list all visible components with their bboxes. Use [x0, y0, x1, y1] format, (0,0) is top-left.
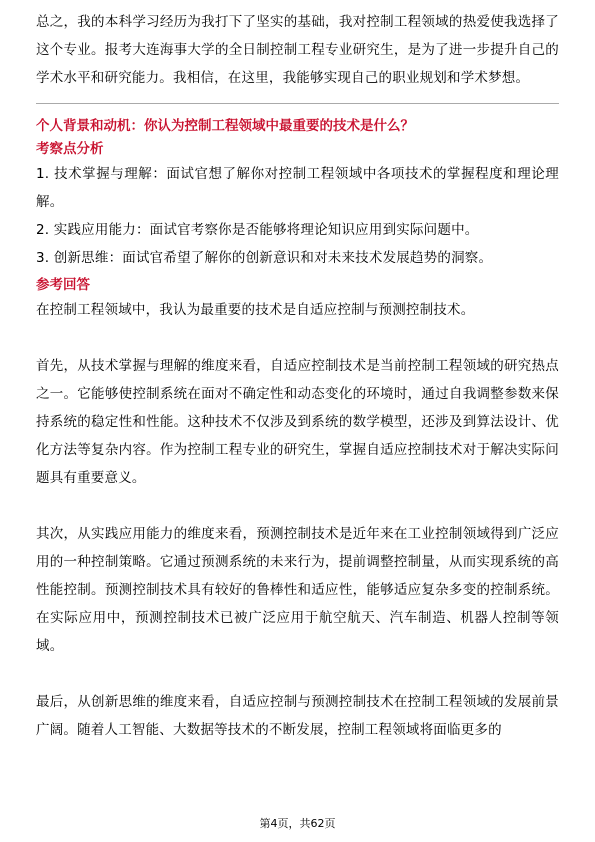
page-number: 第4页，共62页	[259, 817, 336, 830]
document-page	[36, 8, 559, 744]
analysis-item: 3. 创新思维：面试官希望了解你的创新意识和对未来技术发展趋势的洞察。	[36, 250, 493, 266]
paragraph-gap	[36, 492, 559, 520]
paragraph-gap	[36, 660, 559, 688]
analysis-item: 1. 技术掌握与理解：面试官想了解你对控制工程领域中各项技术的掌握程度和理论理解。	[36, 166, 559, 210]
intro-paragraph: 总之，我的本科学习经历为我打下了坚实的基础，我对控制工程领域的热爱使我选择了这个专业。报考大连海事大学的全日制控制工程专业研究生，是为了进一步提升自己的学术水平和研究能力。我相信，在这里，我能够实现自己的职业规划和学术梦想。	[36, 14, 559, 86]
paragraph-gap	[36, 324, 559, 352]
answer-paragraph: 首先，从技术掌握与理解的维度来看，自适应控制技术是当前控制工程领域的研究热点之一。它能够使控制系统在面对不确定性和动态变化的环境时，通过自我调整参数来保持系统的稳定性和性能。这种技术不仅涉及到系统的数学模型，还涉及到算法设计、优化方法等复杂内容。作为控制工程专业的研究生，掌握自适应控制技术对于解决实际问题具有重要意义。	[36, 358, 559, 486]
analysis-title: 考察点分析	[36, 141, 104, 157]
answer-paragraph: 在控制工程领域中，我认为最重要的技术是自适应控制与预测控制技术。	[36, 302, 475, 318]
section-divider	[36, 103, 559, 104]
answer-title: 参考回答	[36, 277, 90, 293]
analysis-item: 2. 实践应用能力：面试官考察你是否能够将理论知识应用到实际问题中。	[36, 222, 479, 238]
answer-paragraph: 最后，从创新思维的维度来看，自适应控制与预测控制技术在控制工程领域的发展前景广阔。随着人工智能、大数据等技术的不断发展，控制工程领域将面临更多的	[36, 694, 559, 738]
question-title: 个人背景和动机：你认为控制工程领域中最重要的技术是什么？	[36, 118, 414, 134]
answer-paragraph: 其次，从实践应用能力的维度来看，预测控制技术是近年来在工业控制领域得到广泛应用的一种控制策略。它通过预测系统的未来行为，提前调整控制量，从而实现系统的高性能控制。预测控制技术具有较好的鲁棒性和适应性，能够适应复杂多变的控制系统。在实际应用中，预测控制技术已被广泛应用于航空航天、汽车制造、机器人控制等领域。	[36, 526, 559, 654]
